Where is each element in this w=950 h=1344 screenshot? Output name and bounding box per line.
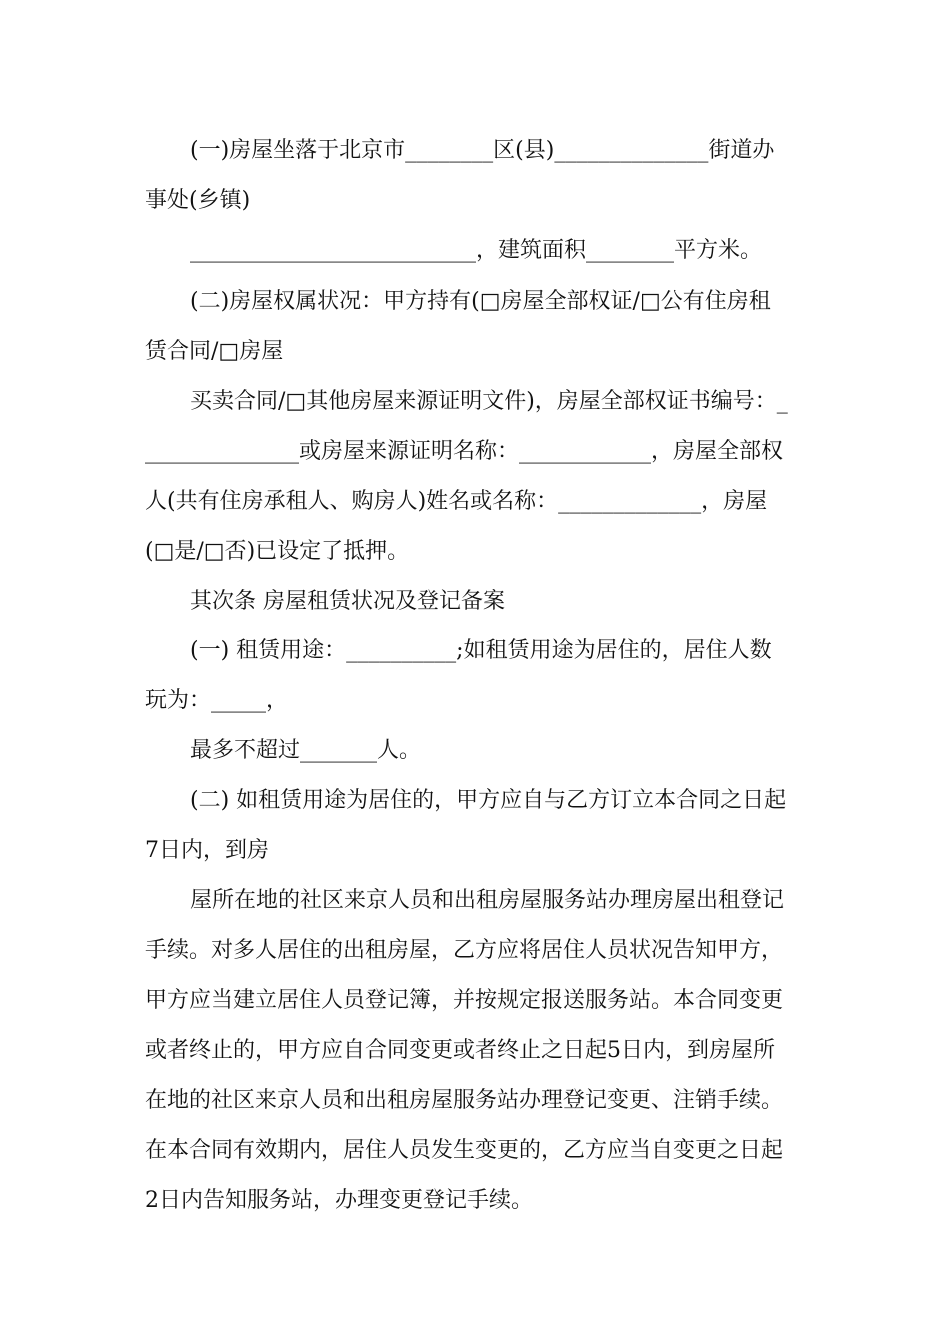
text-line: (二) 如租赁用途为居住的，甲方应自与乙方订立本合同之日起: [190, 788, 787, 813]
text-line: 7日内，到房: [145, 838, 269, 863]
text-line: ______________或房屋来源证明名称：____________，房屋全部权: [145, 439, 784, 464]
text-line: (二)房屋权属状况：甲方持有(□房屋全部权证/□公有住房租: [190, 289, 771, 314]
text-line: 甲方应当建立居住人员登记簿，并按规定报送服务站。本合同变更: [145, 988, 784, 1013]
text-line: 事处(乡镇): [145, 188, 251, 213]
text-line: 手续。对多人居住的出租房屋，乙方应将居住人员状况告知甲方，: [145, 938, 784, 963]
text-line: 最多不超过_______人。: [190, 738, 422, 763]
text-line: 玩为：_____，: [145, 688, 289, 713]
text-line: 在本合同有效期内，居住人员发生变更的，乙方应当自变更之日起: [145, 1138, 784, 1163]
text-line: __________________________，建筑面积________平方米。: [190, 238, 763, 263]
text-line: 人(共有住房承租人、购房人)姓名或名称：_____________，房屋: [145, 489, 768, 514]
text-line: 屋所在地的社区来京人员和出租房屋服务站办理房屋出租登记: [190, 888, 785, 913]
text-line: (一) 租赁用途：__________;如租赁用途为居住的，居住人数: [190, 638, 772, 663]
text-line: (□是/□否)已设定了抵押。: [145, 539, 410, 564]
text-line: (一)房屋坐落于北京市________区(县)______________街道办: [190, 138, 775, 163]
text-line: 或者终止的，甲方应自合同变更或者终止之日起5日内，到房屋所: [145, 1038, 775, 1063]
text-line: 买卖合同/□其他房屋来源证明文件)，房屋全部权证书编号：_: [190, 389, 788, 414]
text-line: 赁合同/□房屋: [145, 339, 284, 364]
text-line: 2日内告知服务站，办理变更登记手续。: [145, 1188, 533, 1213]
text-line: 在地的社区来京人员和出租房屋服务站办理登记变更、注销手续。: [145, 1088, 784, 1113]
section-heading: 其次条 房屋租赁状况及登记备案: [190, 589, 505, 614]
